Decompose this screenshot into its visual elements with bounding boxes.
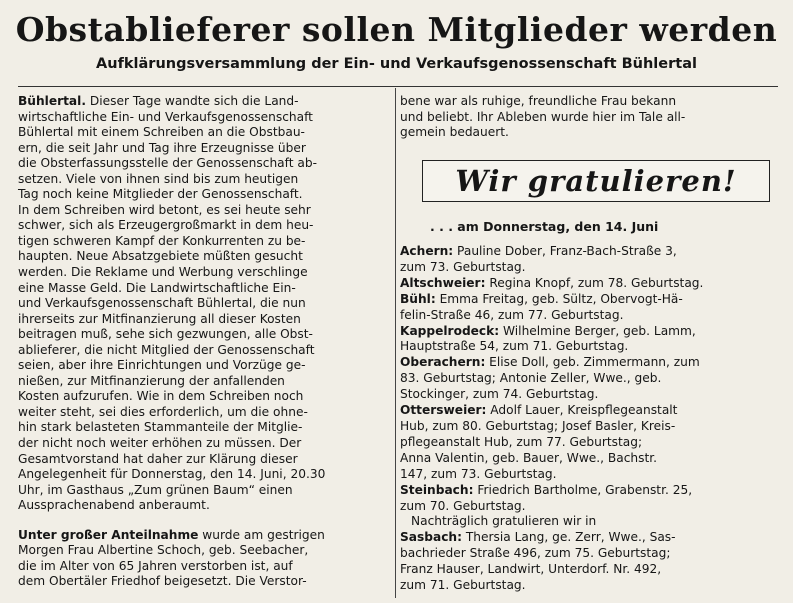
obituary-paragraph-text: die im Alter von 65 Jahren verstorben ist, auf: [18, 558, 293, 573]
birthday-place: Bühl:: [400, 291, 436, 306]
article-paragraph-text: Dieser Tage wandte sich die Land-: [85, 94, 299, 108]
birthday-text: Franz Hauser, Landwirt, Unterdorf. Nr. 492,: [400, 562, 662, 577]
birthday-entry-line: [400, 403, 785, 419]
birthday-text: pflegeanstalt Hub, zum 77. Geburtstag;: [400, 434, 643, 449]
obituary-paragraph-text: wurde am gestrigen: [198, 527, 325, 542]
article-paragraph-text: nießen, zur Mitfinanzierung der anfallenden: [18, 373, 285, 388]
birthday-place: Sasbach:: [400, 530, 462, 545]
birthday-entry-line: [400, 451, 785, 467]
article-paragraph-line: [18, 405, 390, 421]
birthday-entry-line: [400, 339, 785, 355]
birthday-text: Hauptstraße 54, zum 71. Geburtstag.: [400, 339, 629, 354]
birthday-text: Regina Knopf, zum 78. Geburtstag.: [485, 275, 704, 290]
birthday-entry-line: [400, 292, 785, 308]
birthday-text: Hub, zum 80. Geburtstag; Josef Basler, Kreis-: [400, 418, 676, 433]
obituary-paragraph-line: [18, 559, 390, 575]
birthday-text: 147, zum 73. Geburtstag.: [400, 466, 557, 481]
article-paragraph-text: hin stark belasteten Stammanteile der Mitglie-: [18, 420, 303, 435]
obituary-paragraph-text: Morgen Frau Albertine Schoch, geb. Seebacher,: [18, 543, 309, 558]
birthday-text: Wilhelmine Berger, geb. Lamm,: [499, 323, 696, 338]
congratulations-banner: [422, 160, 770, 202]
article-paragraph-line: [18, 483, 390, 499]
birthday-text: bachrieder Straße 496, zum 75. Geburtstag;: [400, 546, 671, 561]
birthday-text: Pauline Dober, Franz-Bach-Straße 3,: [453, 244, 677, 258]
article-paragraph-text: die Obsterfassungsstelle der Genossenschaft ab-: [18, 156, 317, 171]
article-paragraph-text: schwer, sich als Erzeugergroßmarkt in dem heu-: [18, 218, 314, 233]
birthday-entry-line: [400, 244, 785, 260]
article-paragraph-text: Tag noch keine Mitglieder der Genossenschaft.: [18, 187, 303, 202]
birthday-place: Achern:: [400, 244, 454, 258]
birthday-entry-line: [400, 260, 785, 276]
article-paragraph-line: [18, 94, 390, 110]
birthday-text: Anna Valentin, geb. Bauer, Wwe., Bachstr.: [400, 450, 658, 465]
article-paragraph-text: ablieferer, die nicht Mitglied der Genossenschaft: [18, 342, 315, 357]
article-paragraph-line: [18, 249, 390, 265]
left-column: [18, 94, 390, 590]
birthday-place: Kappelrodeck:: [400, 323, 500, 338]
birthday-entry-line: [400, 530, 785, 546]
birthday-entry-line: [400, 371, 785, 387]
article-paragraph-text: ern, die seit Jahr und Tag ihre Erzeugnisse über: [18, 140, 306, 155]
birthday-entry-line: [400, 483, 785, 499]
article-paragraph-text: und Verkaufsgenossenschaft Bühlertal, die nun: [18, 296, 306, 311]
obituary-paragraph-text: dem Obertäler Friedhof beigesetzt. Die Verstor-: [18, 574, 307, 589]
obituary-continuation-line: und beliebt. Ihr Ableben wurde hier im Tale all-: [400, 109, 686, 124]
article-paragraph-text: Bühlertal mit einem Schreiben an die Obstbau-: [18, 125, 305, 140]
birthday-entry-line: [400, 562, 785, 578]
obituary-paragraph-lead: Unter großer Anteilnahme: [18, 527, 199, 542]
birthday-text: Emma Freitag, geb. Sültz, Obervogt-Hä-: [435, 291, 683, 306]
article-paragraph-lead: Bühlertal.: [18, 94, 86, 108]
article-paragraph-text: seien, aber ihre Einrichtungen und Vorzüge ge-: [18, 358, 306, 373]
obituary-paragraph-line: [18, 528, 390, 544]
birthday-entry-line: [400, 435, 785, 451]
birthday-text: 83. Geburtstag; Antonie Zeller, Wwe., geb.: [400, 371, 662, 386]
birthday-text: Adolf Lauer, Kreispflegeanstalt: [486, 403, 678, 418]
article-paragraph-line: [18, 156, 390, 172]
article-paragraph-line: [18, 452, 390, 468]
article-paragraph-line: [18, 218, 390, 234]
late-congratulations-note: Nachträglich gratulieren wir in: [411, 514, 597, 529]
birthday-entry-line: [400, 276, 785, 292]
article-paragraph-text: der nicht noch weiter erhöhen zu müssen. Der: [18, 436, 302, 451]
article-paragraph-text: Uhr, im Gasthaus „Zum grünen Baum“ einen: [18, 482, 293, 497]
article-paragraph-line: [18, 498, 390, 514]
article-subheadline: Aufklärungsversammlung der Ein- und Verkaufsgenossenschaft Bühlertal: [96, 56, 697, 72]
article-paragraph-text: haupten. Neue Absatzgebiete müßten gesucht: [18, 249, 303, 264]
paragraph-gap: [18, 514, 390, 528]
article-paragraph-line: [18, 327, 390, 343]
header-rule: [18, 86, 778, 87]
article-paragraph-text: Aussprachenabend anberaumt.: [18, 498, 210, 513]
birthday-text: Elise Doll, geb. Zimmermann, zum: [485, 355, 700, 370]
birthday-place: Altschweier:: [400, 275, 486, 290]
article-paragraph-line: [18, 374, 390, 390]
article-paragraph-line: [18, 436, 390, 452]
article-paragraph-line: [18, 265, 390, 281]
article-paragraph-text: Kosten aufzurufen. Wie in dem Schreiben noch: [18, 389, 304, 404]
date-line: . . . am Donnerstag, den 14. Juni: [430, 219, 659, 234]
article-headline: Obstablieferer sollen Mitglieder werden: [15, 10, 778, 49]
right-column-continuation: [400, 94, 785, 141]
obituary-continuation-line: gemein bedauert.: [400, 125, 509, 140]
article-paragraph-text: werden. Die Reklame und Werbung verschlinge: [18, 265, 308, 280]
article-paragraph-line: [18, 125, 390, 141]
article-paragraph-text: tigen schweren Kampf der Konkurrenten zu be-: [18, 233, 306, 248]
article-paragraph-line: [18, 343, 390, 359]
article-paragraph-line: [18, 281, 390, 297]
birthday-entry-line: [400, 355, 785, 371]
article-paragraph-text: ihrerseits zur Mitfinanzierung all dieser Kosten: [18, 311, 301, 326]
obituary-paragraph-line: [18, 574, 390, 590]
birthday-entry-line: [400, 308, 785, 324]
article-paragraph-line: [18, 467, 390, 483]
article-paragraph-line: [18, 312, 390, 328]
birthday-text: Friedrich Bartholme, Grabenstr. 25,: [473, 482, 693, 497]
article-paragraph-line: [18, 358, 390, 374]
birthday-place: Oberachern:: [400, 355, 486, 370]
article-paragraph-line: [18, 187, 390, 203]
article-paragraph-text: In dem Schreiben wird betont, es sei heute sehr: [18, 202, 311, 217]
column-divider: [395, 88, 396, 598]
article-paragraph-line: [18, 172, 390, 188]
birthday-text: Thersia Lang, ge. Zerr, Wwe., Sas-: [461, 530, 676, 545]
article-paragraph-line: [18, 203, 390, 219]
article-paragraph-line: [18, 110, 390, 126]
birthday-entry-line: [400, 387, 785, 403]
article-paragraph-line: [18, 234, 390, 250]
birthday-text: zum 73. Geburtstag.: [400, 259, 526, 274]
obituary-continuation-line: bene war als ruhige, freundliche Frau bekann: [400, 94, 677, 108]
birthday-entry-line: [400, 324, 785, 340]
birthday-place: Steinbach:: [400, 482, 474, 497]
article-paragraph-text: eine Masse Geld. Die Landwirtschaftliche Ein-: [18, 280, 296, 295]
birthday-text: zum 70. Geburtstag.: [400, 498, 526, 513]
birthday-entry-line: [400, 467, 785, 483]
birthday-place: Ottersweier:: [400, 403, 487, 418]
article-paragraph-line: [18, 296, 390, 312]
birthday-text: felin-Straße 46, zum 77. Geburtstag.: [400, 307, 624, 322]
birthday-entry-line: [400, 546, 785, 562]
article-paragraph-line: [18, 141, 390, 157]
article-paragraph-text: setzen. Viele von ihnen sind bis zum heutigen: [18, 171, 299, 186]
article-paragraph-line: [18, 420, 390, 436]
article-paragraph-text: beitragen muß, sehe sich gezwungen, alle Obst-: [18, 327, 313, 342]
article-paragraph-text: Gesamtvorstand hat daher zur Klärung dieser: [18, 451, 298, 466]
birthday-entry-line: [400, 578, 785, 594]
birthday-entry-line: [400, 499, 785, 515]
article-paragraph-line: [18, 389, 390, 405]
article-paragraph-text: Angelegenheit für Donnerstag, den 14. Juni, 20.30: [18, 467, 326, 482]
obituary-paragraph-line: [18, 543, 390, 559]
birthday-text: Stockinger, zum 74. Geburtstag.: [400, 387, 599, 402]
birthday-list: [400, 244, 785, 594]
article-paragraph-text: wirtschaftliche Ein- und Verkaufsgenossenschaft: [18, 109, 313, 124]
article-paragraph-text: weiter steht, sei dies erforderlich, um die ohne-: [18, 404, 308, 419]
birthday-text: zum 71. Geburtstag.: [400, 578, 526, 593]
banner-text: Wir gratulieren!: [455, 164, 737, 198]
birthday-entry-line: [400, 419, 785, 435]
